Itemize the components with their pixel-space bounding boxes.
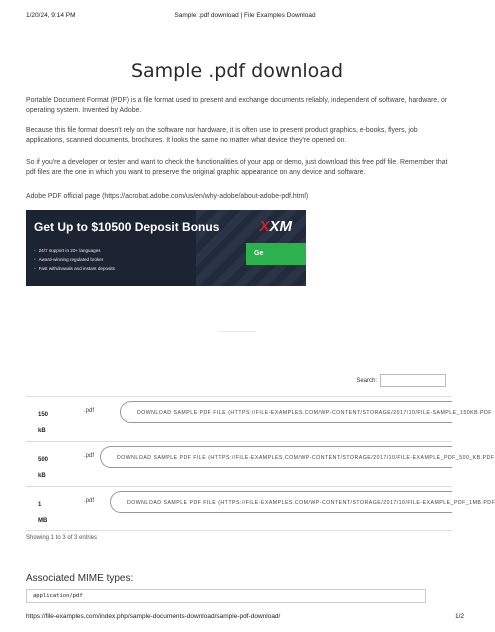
table-bottom-border [26, 530, 452, 531]
file-size-value: 1 [38, 502, 42, 508]
print-footer [26, 613, 464, 620]
ad-bullet-list [34, 248, 115, 275]
table-row [26, 396, 492, 441]
file-size-unit: MB [38, 518, 48, 524]
intro-paragraph: Portable Document Format (PDF) is a file format used to present and exchange documents reliably, independent of software, hardware, or operating system. Invented by Adobe. [26, 97, 448, 114]
file-size-value: 150 [38, 412, 49, 418]
ad-logo-mark: X [259, 218, 270, 235]
mime-heading: Associated MIME types: [26, 573, 134, 584]
file-extension: .pdf [84, 453, 95, 459]
table-info: Showing 1 to 3 of 3 entries [26, 535, 98, 541]
page-title: Sample .pdf download [130, 60, 344, 82]
table-row [26, 486, 495, 531]
print-page-title: Sample .pdf download | File Examples Download [174, 12, 316, 19]
file-size-unit: kB [38, 428, 46, 434]
file-extension: .pdf [84, 408, 95, 414]
page-number: 1/2 [454, 613, 464, 620]
download-button[interactable]: DOWNLOAD SAMPLE PDF FILE (HTTPS://FILE-EXAMPLES.COM/WP-CONTENT/STORAGE/2017/10/FILE-EXAMPLE_PDF_500_KB.PDF [100, 446, 452, 468]
advertisement-banner[interactable] [26, 210, 306, 286]
ad-logo [259, 218, 292, 235]
ad-bullet: • Award-winning regulated broker [34, 257, 115, 266]
file-size-value: 500 [38, 457, 49, 463]
developer-paragraph: So if you're a developer or tester and want to check the functionalities of your app or demo, just download this free pdf file. Remember that pdf files are the one in which you want to preserve the original graphic appearance on any device and software. [26, 159, 448, 176]
divider [218, 331, 256, 332]
download-button[interactable]: DOWNLOAD SAMPLE PDF FILE (HTTPS://FILE-EXAMPLES.COM/WP-CONTENT/STORAGE/2017/10/FILE-SAMPLE_150KB.PDF [120, 401, 452, 423]
file-size [38, 452, 48, 484]
search-label: Search: [356, 377, 377, 384]
mime-code-box: application/pdf [26, 589, 426, 603]
ad-cta-button[interactable]: Ge [246, 243, 306, 265]
ad-headline: Get Up to $10500 Deposit Bonus [34, 220, 220, 234]
file-extension: .pdf [84, 498, 95, 504]
ad-bullet: • 24/7 support in 20+ languages [34, 248, 115, 257]
file-size [38, 497, 47, 529]
usage-paragraph: Because this file format doesn't rely on the software nor hardware, it is often use to present product graphics, e-books, flyers, job applications, scanned documents, brochures. It looks the same no matter what device they're opened on. [26, 127, 418, 144]
download-button[interactable]: DOWNLOAD SAMPLE PDF FILE (HTTPS://FILE-EXAMPLES.COM/WP-CONTENT/STORAGE/2017/10/FILE-EXAMPLE_PDF_1MB.PDF [110, 491, 452, 513]
adobe-link[interactable]: Adobe PDF official page (https://acrobat.adobe.com/us/en/why-adobe/about-adobe-pdf.html) [26, 193, 309, 200]
ad-bullet: • Fast withdrawals and instant deposits [34, 266, 115, 275]
table-search [356, 374, 446, 387]
file-size [38, 407, 48, 439]
file-size-unit: kB [38, 473, 46, 479]
ad-logo-text: XM [269, 218, 292, 235]
table-row [26, 441, 495, 486]
print-datetime: 1/20/24, 9:14 PM [26, 12, 76, 19]
search-input[interactable] [380, 374, 446, 387]
print-url: https://file-examples.com/index.php/sample-documents-download/sample-pdf-download/ [26, 613, 281, 620]
